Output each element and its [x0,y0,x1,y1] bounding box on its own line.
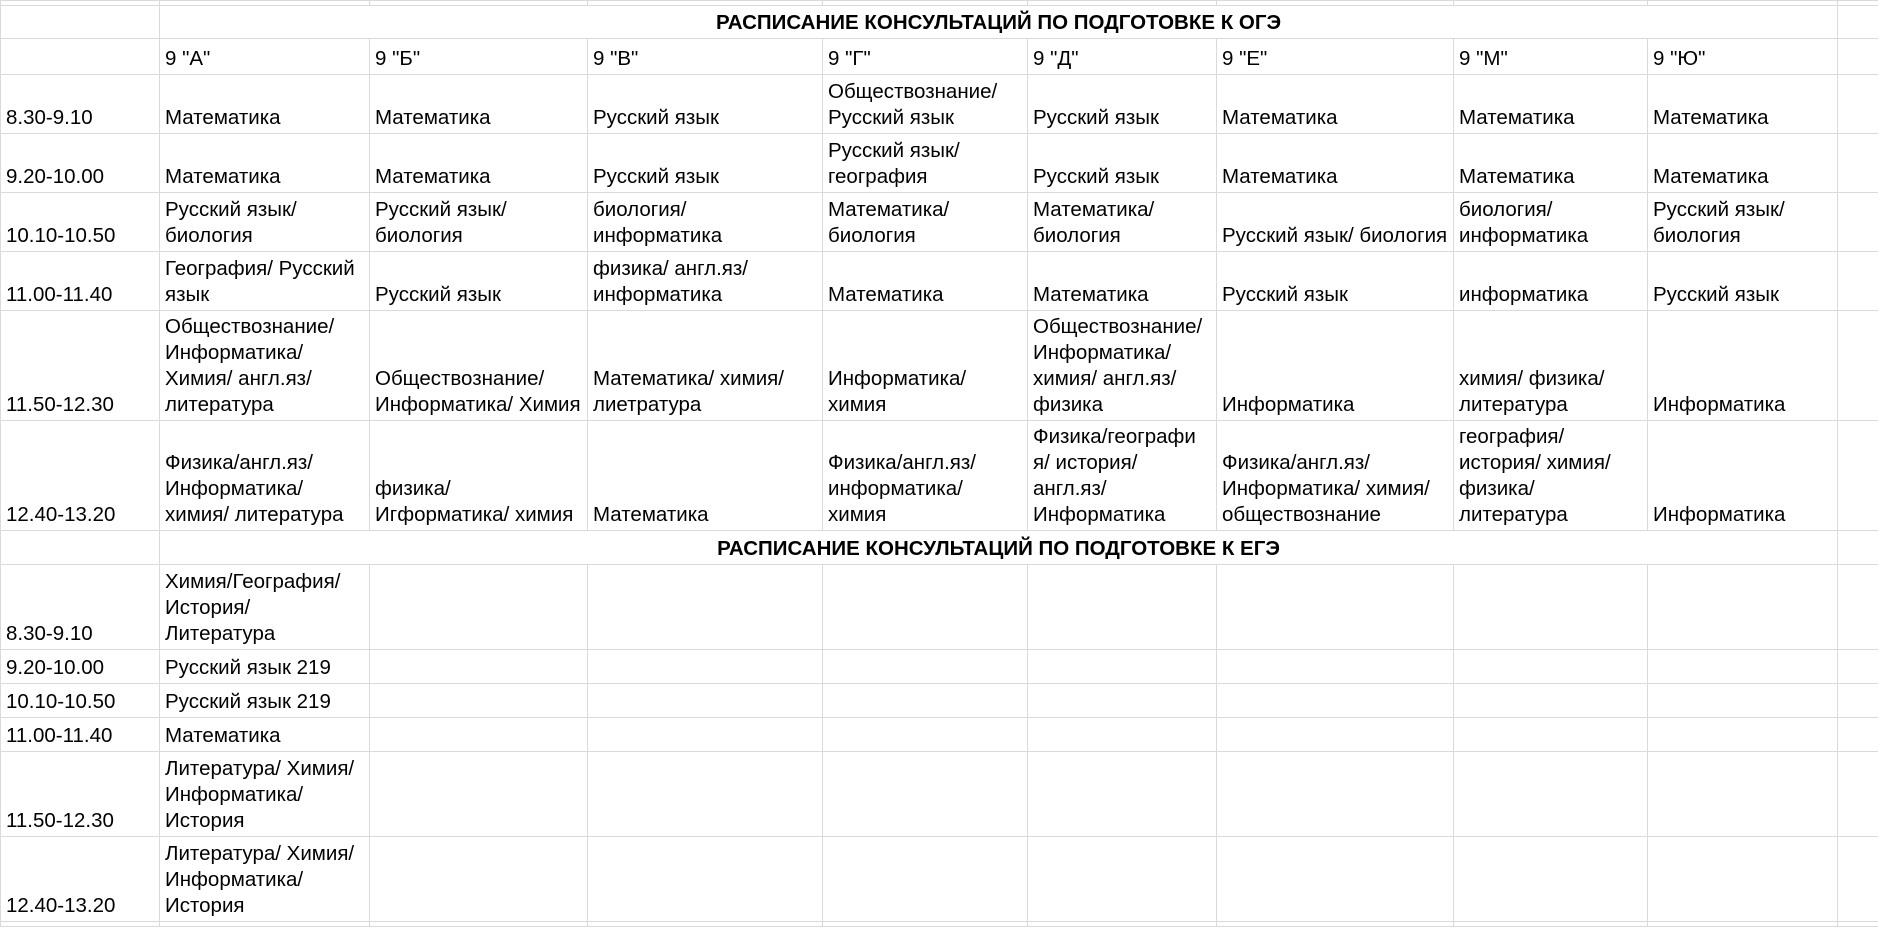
schedule-cell[interactable]: Обществознание/ Информатика/ Химия [370,311,588,421]
schedule-cell[interactable] [1217,718,1454,752]
schedule-cell[interactable]: Информатика [1648,421,1838,531]
oge-schedule-row [1,252,1878,311]
schedule-cell[interactable]: Информатика [1217,311,1454,421]
schedule-cell[interactable]: физика/ англ.яз/ информатика [588,252,823,311]
schedule-cell[interactable] [1217,565,1454,650]
schedule-cell[interactable] [588,684,823,718]
schedule-cell[interactable]: Математика [1648,134,1838,193]
time-slot[interactable]: 9.20-10.00 [1,134,160,193]
schedule-cell[interactable] [1648,565,1838,650]
schedule-cell[interactable]: физика/ Игформатика/ химия [370,421,588,531]
time-slot[interactable]: 12.40-13.20 [1,837,160,922]
schedule-cell[interactable] [823,837,1028,922]
schedule-cell[interactable] [1648,650,1838,684]
schedule-cell[interactable]: Математика [160,134,370,193]
schedule-cell[interactable]: Русский язык 219 [160,684,370,718]
schedule-cell[interactable]: информатика [1454,252,1648,311]
schedule-cell[interactable] [588,650,823,684]
schedule-cell[interactable]: Математика/ биология [823,193,1028,252]
class-header[interactable]: 9 "Ю" [1648,39,1838,75]
sheet-cell[interactable] [1838,650,1878,684]
sheet-cell[interactable] [1454,922,1648,927]
sheet-cell[interactable] [1838,134,1878,193]
sheet-cell[interactable] [1838,922,1878,927]
schedule-cell[interactable] [1454,718,1648,752]
schedule-cell[interactable] [370,565,588,650]
schedule-cell[interactable] [588,837,823,922]
sheet-cell[interactable] [1838,837,1878,922]
schedule-cell[interactable] [823,650,1028,684]
oge-title[interactable]: РАСПИСАНИЕ КОНСУЛЬТАЦИЙ ПО ПОДГОТОВКЕ К ОГЭ [160,6,1838,39]
time-slot[interactable]: 10.10-10.50 [1,684,160,718]
class-header[interactable]: 9 "Е" [1217,39,1454,75]
schedule-cell[interactable] [1217,837,1454,922]
class-header[interactable]: 9 "А" [160,39,370,75]
sheet-cell[interactable] [1,39,160,75]
schedule-cell[interactable]: Математика/ биология [1028,193,1217,252]
schedule-cell[interactable]: Русский язык/ биология [1217,193,1454,252]
time-slot[interactable]: 11.50-12.30 [1,752,160,837]
ege-schedule-row [1,752,1878,837]
class-header[interactable]: 9 "Д" [1028,39,1217,75]
schedule-cell[interactable]: Русский язык 219 [160,650,370,684]
sheet-cell[interactable] [1838,752,1878,837]
schedule-cell[interactable] [1454,650,1648,684]
schedule-cell[interactable]: Русский язык [1648,252,1838,311]
schedule-cell[interactable] [370,684,588,718]
sheet-cell[interactable] [1838,39,1878,75]
schedule-cell[interactable]: Литература/ Химия/ Информатика/ История [160,837,370,922]
schedule-cell[interactable]: Математика [823,252,1028,311]
sheet-cell[interactable] [823,922,1028,927]
sheet-body [1,1,1878,927]
schedule-cell[interactable]: химия/ физика/ литература [1454,311,1648,421]
schedule-cell[interactable]: Математика [1217,75,1454,134]
schedule-cell[interactable] [1028,752,1217,837]
schedule-cell[interactable] [370,718,588,752]
schedule-cell[interactable]: Русский язык/ биология [370,193,588,252]
schedule-cell[interactable] [1217,752,1454,837]
class-header[interactable]: 9 "Г" [823,39,1028,75]
ege-schedule-row [1,650,1878,684]
schedule-cell[interactable] [1028,718,1217,752]
sheet-cell[interactable] [1838,6,1878,39]
schedule-cell[interactable]: Литература/ Химия/ Информатика/ История [160,752,370,837]
schedule-cell[interactable] [1454,837,1648,922]
schedule-cell[interactable]: Информатика/ химия [823,311,1028,421]
schedule-cell[interactable]: Русский язык [370,252,588,311]
time-slot[interactable]: 9.20-10.00 [1,650,160,684]
time-slot[interactable]: 10.10-10.50 [1,193,160,252]
sheet-cell[interactable] [1838,193,1878,252]
schedule-cell[interactable] [823,684,1028,718]
oge-schedule-row [1,193,1878,252]
schedule-cell[interactable]: Математика [1217,134,1454,193]
schedule-cell[interactable]: Математика [160,75,370,134]
sheet-cell[interactable] [1,922,160,927]
schedule-cell[interactable] [823,752,1028,837]
schedule-cell[interactable] [1648,718,1838,752]
schedule-cell[interactable]: Русский язык [588,75,823,134]
schedule-cell[interactable] [1028,565,1217,650]
schedule-cell[interactable] [1217,684,1454,718]
sheet-cell[interactable] [1028,922,1217,927]
schedule-cell[interactable]: Русский язык/ биология [160,193,370,252]
sheet-cell[interactable] [1838,565,1878,650]
sheet-cell[interactable] [370,922,588,927]
ege-schedule-row [1,837,1878,922]
schedule-cell[interactable] [370,650,588,684]
schedule-cell[interactable]: Математика/ химия/ лиетратура [588,311,823,421]
schedule-cell[interactable]: Русский язык/ география [823,134,1028,193]
schedule-cell[interactable]: Физика/англ.яз/ информатика/ химия [823,421,1028,531]
time-slot[interactable]: 11.50-12.30 [1,311,160,421]
ege-schedule-row [1,565,1878,650]
sheet-cell[interactable] [1838,421,1878,531]
time-slot[interactable]: 11.00-11.40 [1,718,160,752]
schedule-cell[interactable]: Математика [160,718,370,752]
schedule-cell[interactable] [1454,752,1648,837]
schedule-cell[interactable] [1028,837,1217,922]
oge-title-row [1,6,1878,39]
partial-bottom-row [1,922,1878,927]
schedule-cell[interactable]: Математика [1454,134,1648,193]
class-header[interactable]: 9 "Б" [370,39,588,75]
schedule-cell[interactable]: Математика [1454,75,1648,134]
oge-schedule-row [1,421,1878,531]
time-slot[interactable]: 11.00-11.40 [1,252,160,311]
schedule-cell[interactable] [588,565,823,650]
schedule-cell[interactable]: Математика [1028,252,1217,311]
schedule-cell[interactable] [1454,684,1648,718]
class-header-row [1,39,1878,75]
schedule-cell[interactable]: Физика/географи я/ история/ англ.яз/ Информатика [1028,421,1217,531]
schedule-cell[interactable] [370,752,588,837]
schedule-cell[interactable]: география/ история/ химия/ физика/ литература [1454,421,1648,531]
oge-schedule-row [1,311,1878,421]
sheet-cell[interactable] [1838,718,1878,752]
schedule-cell[interactable]: биология/ информатика [1454,193,1648,252]
schedule-cell[interactable]: Математика [370,75,588,134]
oge-schedule-row [1,75,1878,134]
ege-schedule-row [1,684,1878,718]
sheet-cell[interactable] [588,922,823,927]
schedule-cell[interactable] [1648,684,1838,718]
ege-schedule-row [1,718,1878,752]
schedule-cell[interactable]: Математика [588,421,823,531]
ege-title[interactable]: РАСПИСАНИЕ КОНСУЛЬТАЦИЙ ПО ПОДГОТОВКЕ К ЕГЭ [160,531,1838,565]
sheet-cell[interactable] [1,531,160,565]
class-header[interactable]: 9 "М" [1454,39,1648,75]
schedule-cell[interactable]: Обществознание/ Информатика/ Химия/ англ.яз/ литература [160,311,370,421]
sheet-cell[interactable] [1838,311,1878,421]
schedule-cell[interactable]: Русский язык [588,134,823,193]
sheet-cell[interactable] [1838,684,1878,718]
schedule-cell[interactable]: Математика [1648,75,1838,134]
sheet-cell[interactable] [1838,75,1878,134]
schedule-cell[interactable]: биология/ информатика [588,193,823,252]
time-slot[interactable]: 8.30-9.10 [1,75,160,134]
schedule-cell[interactable]: Обществознание/ Информатика/ химия/ англ.яз/ физика [1028,311,1217,421]
schedule-cell[interactable]: Химия/География/ История/ Литература [160,565,370,650]
schedule-cell[interactable] [370,837,588,922]
schedule-cell[interactable]: Русский язык/ биология [1648,193,1838,252]
schedule-cell[interactable]: Русский язык [1028,134,1217,193]
schedule-cell[interactable]: Физика/англ.яз/ Информатика/ химия/ литература [160,421,370,531]
oge-schedule-row [1,134,1878,193]
schedule-cell[interactable] [1648,837,1838,922]
ege-title-row [1,531,1878,565]
schedule-cell[interactable]: Обществознание/ Русский язык [823,75,1028,134]
sheet-cell[interactable] [160,922,370,927]
sheet-cell[interactable] [1217,922,1454,927]
schedule-cell[interactable]: Физика/англ.яз/ Информатика/ химия/ обществознание [1217,421,1454,531]
schedule-cell[interactable] [1454,565,1648,650]
schedule-cell[interactable] [1028,684,1217,718]
class-header[interactable]: 9 "В" [588,39,823,75]
sheet-cell[interactable] [1,6,160,39]
schedule-cell[interactable]: Информатика [1648,311,1838,421]
sheet-cell[interactable] [1648,922,1838,927]
time-slot[interactable]: 12.40-13.20 [1,421,160,531]
schedule-cell[interactable]: География/ Русский язык [160,252,370,311]
schedule-cell[interactable] [588,752,823,837]
sheet-cell[interactable] [1838,252,1878,311]
schedule-cell[interactable] [588,718,823,752]
schedule-cell[interactable] [1648,752,1838,837]
schedule-cell[interactable]: Русский язык [1217,252,1454,311]
schedule-cell[interactable]: Математика [370,134,588,193]
schedule-cell[interactable] [823,565,1028,650]
time-slot[interactable]: 8.30-9.10 [1,565,160,650]
schedule-cell[interactable]: Русский язык [1028,75,1217,134]
schedule-cell[interactable] [823,718,1028,752]
schedule-cell[interactable] [1217,650,1454,684]
sheet-cell[interactable] [1838,531,1878,565]
schedule-cell[interactable] [1028,650,1217,684]
